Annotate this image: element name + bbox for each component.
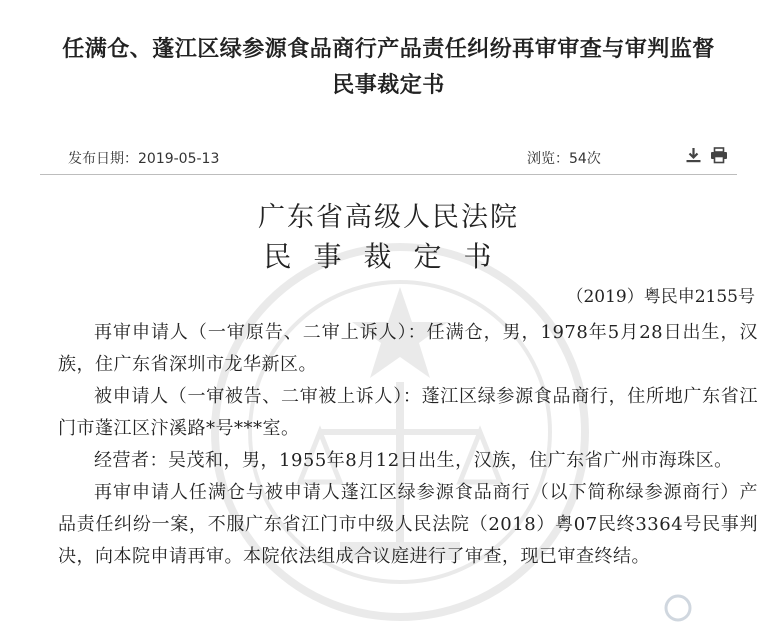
case-number: （2019）粤民申2155号 (566, 287, 755, 307)
court-name: 广东省高级人民法院 (258, 202, 519, 233)
view-count: 浏览：54次 (527, 151, 601, 167)
document-type: 民事裁定书 (263, 240, 514, 273)
title-line-1: 任满仓、蓬江区绿参源食品商行产品责任纠纷再审审查与审判监督 (62, 37, 715, 62)
publish-date: 发布日期：2019-05-13 (68, 151, 220, 167)
download-icon[interactable] (683, 145, 703, 165)
meta-bar (68, 145, 729, 169)
title-line-2: 民事裁定书 (332, 73, 445, 98)
paragraph-operator: 经营者：吴茂和，男，1955年8月12日出生，汉族，住广东省广州市海珠区。 (94, 450, 733, 471)
print-icon[interactable] (709, 145, 729, 165)
document-body (58, 317, 758, 573)
paragraph-case-summary: 再审申请人任满仓与被申请人蓬江区绿参源食品商行（以下简称绿参源商行）产品责任纠纷一案，不服广东省江门市中级人民法院（2018）粤07民终3364号民事判决，向本院申请再审。本院依法组成合议庭进行了审查，现已审查终结。 (58, 482, 758, 567)
document-title (0, 32, 777, 104)
action-icons (683, 145, 729, 165)
corner-watermark-logo (657, 588, 777, 628)
paragraph-respondent: 被申请人（一审被告、二审被上诉人）：蓬江区绿参源食品商行，住所地广东省江门市蓬江区汴溪路*号***室。 (58, 386, 758, 439)
header-divider (40, 174, 737, 175)
paragraph-applicant: 再审申请人（一审原告、二审上诉人）：任满仓，男，1978年5月28日出生，汉族，住广东省深圳市龙华新区。 (58, 322, 758, 375)
